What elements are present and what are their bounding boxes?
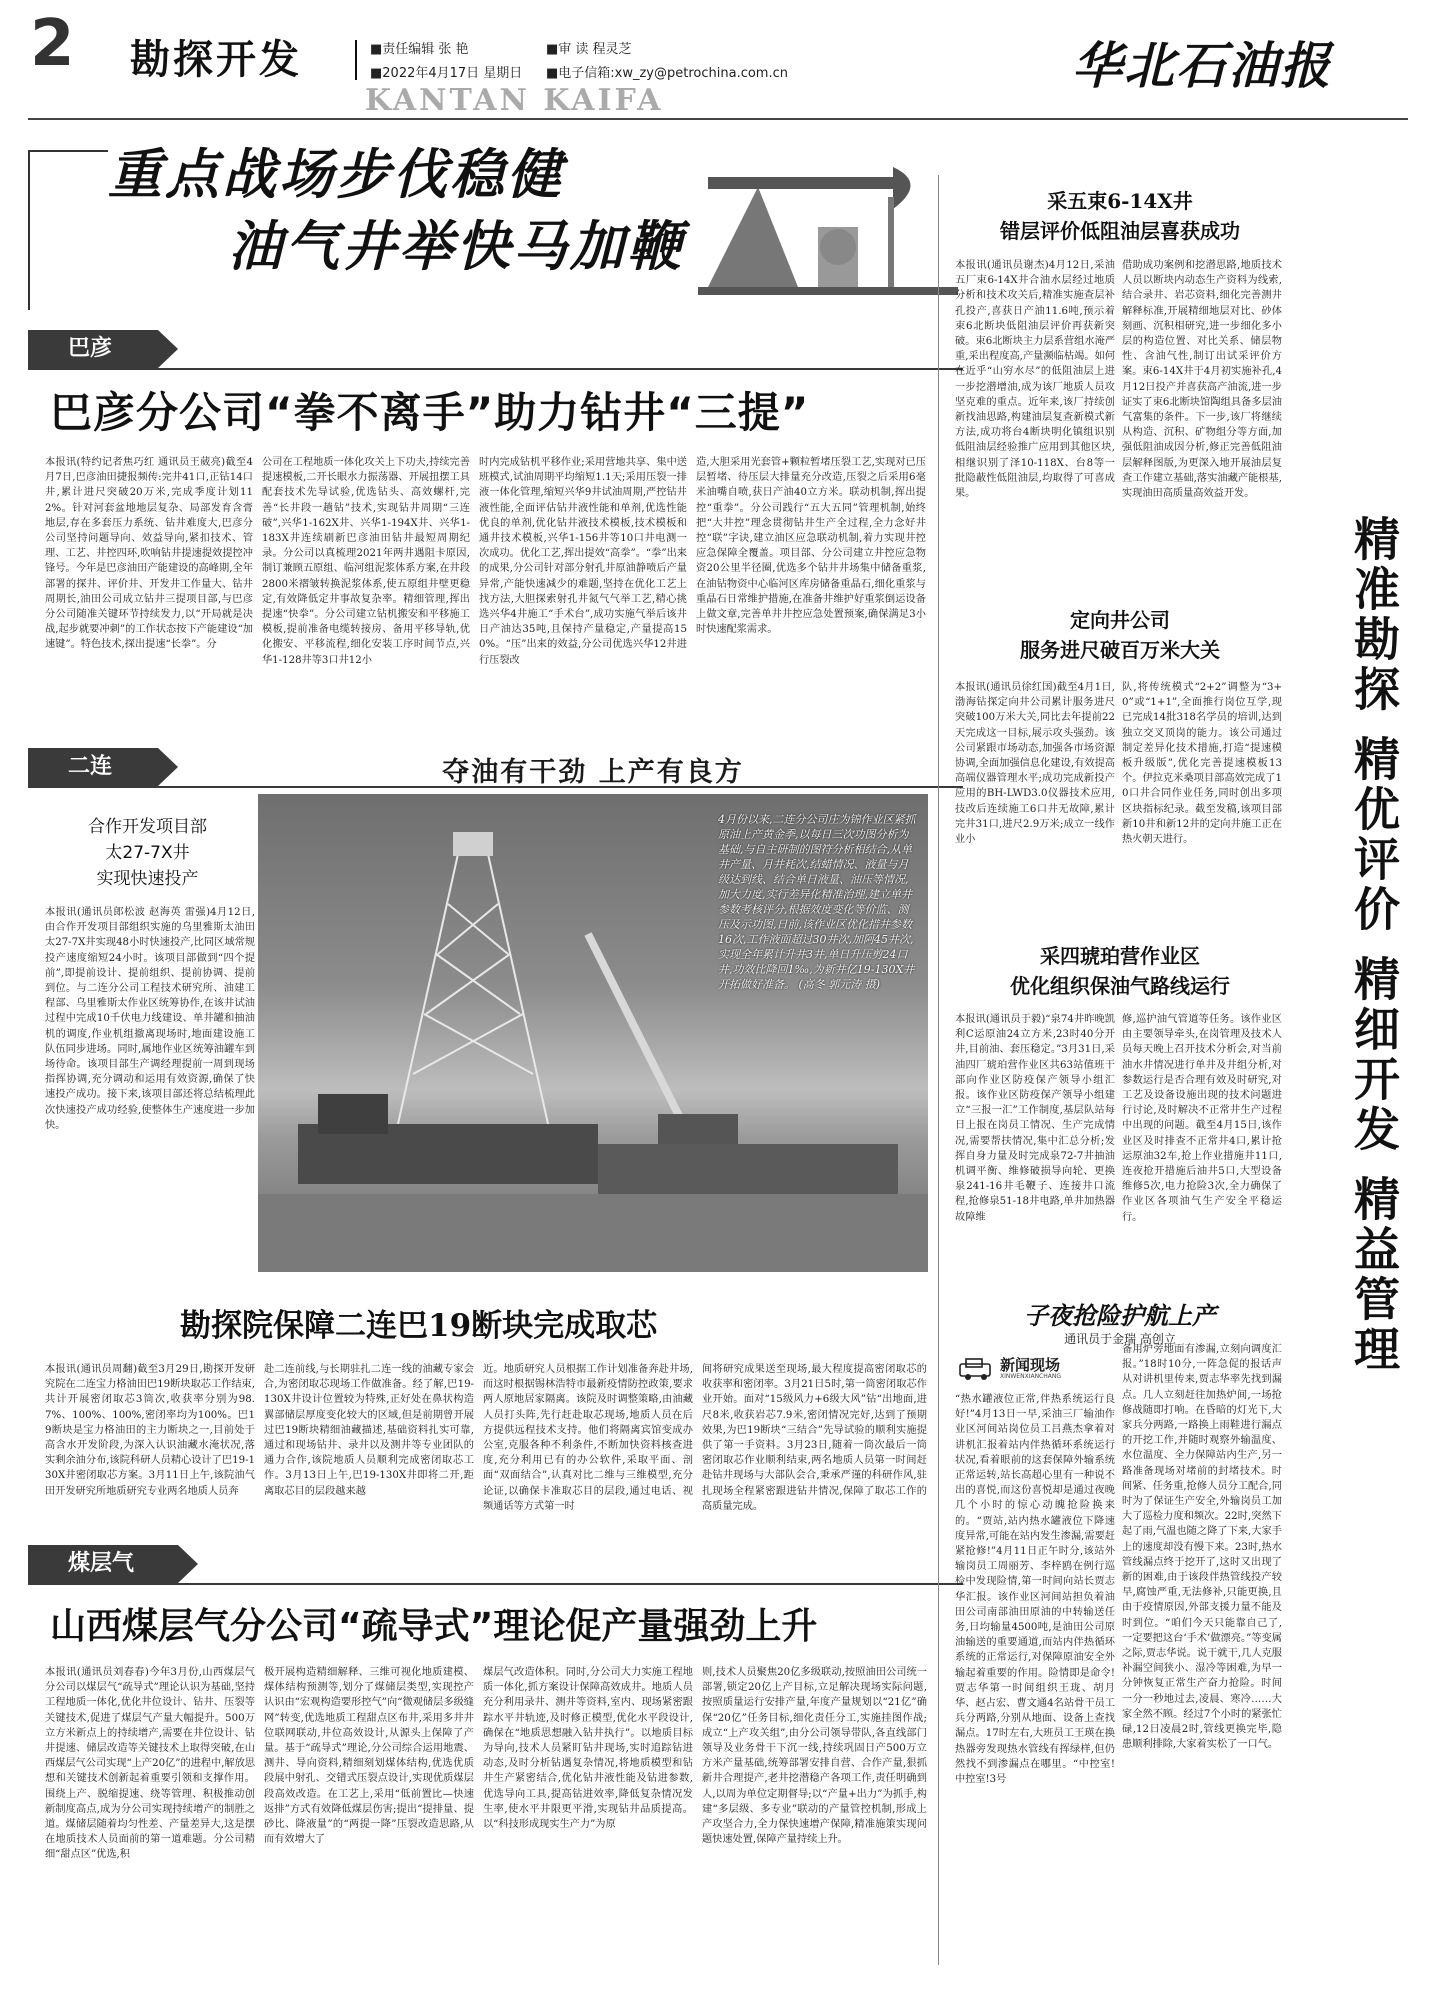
meicengqi-col-1: 本报讯(通讯员刘春春)今年3月份,山西煤层气分公司以煤层气“疏导式”理论认识为基础,坚持工程地质一体化,优化井位设计、钻井、压裂等关键技术,促进了煤层气产量大幅提升。500万立方米新点上的持续增产,需要在井位设计、钻井提速、储层改造等关键技术上取得突破,在山西煤层气公司实现“上产20亿”的进程中,解放思想和关键技术创新起着重要引领和支撑作用。围绕上产、脱缩提速、绕等管理、积极推动创新制度高点,成为分公司实现持续增产的制胜之道。煤储层随着均匀性差、产量差异大,这是摆在地质技术人员面前的第一道难题。分公司精细“甜点区”优选,积 <box>45 1667 255 1861</box>
dingxiangjing-col-2: 队,将传统模式“2+2”调整为“3+0”或“1+1”,全面推行岗位互学,现已完成14批318名学员的培训,达到独立交叉顶岗的能力。该公司通过制定差异化技术措施,打造“提速模板升级版”,优化完善提速模板13个。伊拉克米桑项目部高效完成了10口井合同作业任务,同时创出多项区块指标纪录。截至发稿,该项目部新10井和新12井的定向井施工正在热火朝天进行。 <box>1122 682 1282 846</box>
caiwu-col-1: 本报讯(通讯员谢杰)4月12日,采油五厂束6-14X井合油水层经过地质分析和技术攻关后,精准实施查层补孔投产,喜获日产油11.6吨,预示着束6北断块低阻油层评价再获新突破。束6北断块主力层系营组水淹严重,采出程度高,产量濒临枯竭。如何在近乎“山穷水尽”的低阻油层上进一步挖潜增油,成为该厂地质人员攻坚克难的重点。近年来,该厂持续创新找油思路,构建油层复查新模式新方法,成功将台4断块明化镇组识别低阻油层经验推广应用到其他区块,相继识别了泽10-118X、台8等一批隐蔽性低阻油层,均取得了可喜成果。 <box>955 260 1115 500</box>
banner-line <box>28 150 108 152</box>
news-tag-en: XINWENXIANCHANG <box>1000 1373 1061 1380</box>
ziye-byline: 通讯员于金瑞 高创立 <box>1064 1332 1176 1346</box>
news-tag <box>958 1352 1098 1386</box>
section-tab-line <box>28 368 963 370</box>
bayan-headline: 巴彦分公司“拳不离手”助力钻井“三提” <box>50 388 810 437</box>
masthead <box>0 0 1437 118</box>
photo-caption-text <box>718 812 918 992</box>
section-pinyin: KANTAN KAIFA <box>365 83 664 118</box>
section-title: 勘探开发 <box>130 37 302 83</box>
photo-image <box>258 794 928 1272</box>
ziye-col-1: “热水罐液位正常,伴热系统运行良好!”4月13日一早,采油三厂输油作业区河间站岗位员工吕燕杰拿着对讲机汇报着站内伴热循环系统运行状况,看着眼前的这套保障外输系统正常运转,站长高超心里有一种说不出的喜悦,而这份喜悦却是通过夜晚几个小时的惊心动魄抢险换来的。“贾站,站内热水罐液位下降速度异常,可能在站内发生渗漏,需要赶紧抢修!”4月11日正午时分,该站外输岗员工周丽芳、李梓鸥在例行巡检中发现险情,第一时间向站长贾志华汇报。该作业区河间站担负着油田公司南部油田原油的中转输送任务,日均输量4500吨,是油田公司原油输送的重要通道,而站内伴热循环系统的正常运行,对保障原油安全外输起着重要的作用。险情即是命令!贾志华第一时间组织王珑、胡月华、赵占宏、曹文通4名站骨干员工兵分两路,分别从地面、设备上查找漏点。17时左右,大班员工王瑛在换热器旁发现热水管线有挥绿样,但仍然找不到渗漏点在哪里。“中控室!中控室!3号 <box>955 1394 1115 1786</box>
ziye-headline: 子夜抢险护航上产 <box>1024 1301 1216 1330</box>
page-number: 2 <box>30 7 75 81</box>
meicengqi-headline: 山西煤层气分公司“疏导式”理论促产量强劲上升 <box>50 1606 818 1647</box>
bayan-col-1: 本报讯(特约记者焦巧红 通讯员王葳亮)截至4月7日,巴彦油田捷报频传:完井41口,正钻14口井,累计进尺突破20万米,完成季度计划112%。针对河套盆地地层复杂、局部发育含膏地层,存在多套压力系统、钻井难度大,巴彦分公司坚持问题导向、效益导向,紧扣技术、管理、工艺、井控四环,吹响钻井提速提效提控冲锋号。今年是巴彦油田产能建设的高峰期,全年部署的探井、评价井、开发井工作量大、钻井周期长,油田公司成立钻井三提项目部,与巴彦分公司随准关键环节持续发力,以“开局就是决战,起步就要冲刺”的工作状态按下产能建设“加速键”。特色技术,探出提速“长拳”。分 <box>45 457 253 651</box>
column-divider <box>938 175 939 1965</box>
pumpjack-illustration <box>688 137 968 302</box>
caiwu-col-2: 借助成功案例和挖潜思路,地质技术人员以断块内动态生产资料为线索,结合录井、岩芯资料,细化完善测井解释标准,开展精细地层对比、砂体刻画、沉积相研究,进一步细化多小层的构造位置、对比关系、储层物性、含油气性,制订出试采评价方案。束6-14X井于4月初实施补孔,4月12日投产并喜获高产油流,进一步证实了束6北断块馆陶组具备多层油气富集的条件。下一步,该厂将继续从构造、沉积、矿物组分等方面,加强低阻油成因分析,修正完善低阻油层解释图版,为更深入地开展油层复查工作建立基础,落实油藏产能根基,实现油田高质量高效益开发。 <box>1122 260 1282 500</box>
banner-bracket <box>28 150 30 310</box>
masthead-divider <box>355 40 357 80</box>
section-tab-line <box>28 1583 963 1585</box>
meicengqi-col-4: 则,技术人员聚焦20亿多级联动,按照油田公司统一部署,锁定20亿上产目标,立足解决现场实际问题,按照质量运行安排产量,年度产量规划以“21亿”确保“20亿”任务目标,细化责任分工,实施挂图作战;成立“上产攻关组”,由分公司领导带队,各直线部门领导及业务骨干下沉一线,持续巩固日产500万立方米产量基础,统筹部署安排自营、合作产量,狠抓新井合理提产,老井挖潜稳产各项工作,责任明确到人,以周为单位定期督导;以“产量+出力”为抓手,构建“多层级、多专业”联动的产量管控机制,形成上产攻坚合力,全力保快速增产保障,精准施策实现问题快速处置,保障产量持续上升。 <box>702 1667 927 1846</box>
ziye-col-2: 备用炉旁地面有渗漏,立刻向调度汇报。”18时10分,一阵急促的报话声从对讲机里传来,贾志华率先找到漏点。几人立刻赶往加热炉间,一场抢修战随即打响。在昏暗的灯光下,大家兵分两路,一路换上雨鞋进行漏点的开挖工作,并随时观察外输温度、水位温度、全力保障站内生产,另一路准备现场对堵前的封堵技术。时间紧、任务重,抢修人员分工配合,同时为了保证生产安全,外输岗员工加大了巡检力度和频次。22时,突然下起了雨,气温也随之降了下来,大家手上的速度却没有慢下来。23时,热水管线漏点终于挖开了,这时又出现了新的困难,由于该段伴热管线投产较早,腐蚀严重,无法修补,只能更换,且由于疫情原因,外部支援力量不能及时到位。“咱们今天只能靠自己了,一定要把这台‘手术’做漂亮。”等变属之际,贾志华说。说干就干,几人克服补漏空间狭小、湿冷等困难,为早一分钟恢复正常生产奋力抢险。时间一分一秒地过去,凌晨、寒冷……大家全然不顾。经过7个小时的紧张忙碌,12日凌晨2时,管线更换完毕,隐患顺利排除,大家着实松了一口气。 <box>1122 1344 1282 1751</box>
meicengqi-col-2: 极开展构造精细解释、三维可视化地质建模、煤体结构预测等,划分了煤储层类型,实现控产认识由“宏观构造要形控气”向“微观储层多级缝网”转变,优选地质工程甜点区布井,采用多井井位联网联动,井位高效设计,从源头上保障了产量。基于“疏导式”理论,分公司综合运用地震、测井、导向资料,精细刻划煤体结构,优选优质段展中射孔、交错式压裂点设计,实现优质煤层段高效改造。在工艺上,采用“低前置比—快速返排”方式有效降低煤层伤害;提出“提排量、提砂比、降液量”的“两提一降”压裂改造思路,从而有效增大了 <box>264 1667 474 1846</box>
kantanyuan-col-4: 间将研究成果送至现场,最大程度提高密闭取芯的收获率和密闭率。3月21日5时,第一筒密闭取芯作业开始。面对“15级风力+6级大风”钻“出地面,进尺8米,收获岩芯7.9米,密闭情况完好,达到了预期效果,为巴19断块“三结合”先导试验的顺利实施提供了第一手资料。3月23日,随着一筒次最后一筒密闭取芯作业顺利结束,两名地质人员第一时间赶赴钻井现场与大部队会合,秉承严谨的科研作风,驻扎现场全程紧密跟进钻井情况,保障了取芯工作的高质量完成。 <box>702 1364 927 1512</box>
issue-date: ■2022年4月17日 星期日 <box>370 66 523 81</box>
bayan-col-4: 造,大胆采用光套管+颗粒暂堵压裂工艺,实现对已压层暂堵、待压层大排量充分改造,压裂之后采用6毫米油嘴自喷,获日产油40立方米。联动机制,挥出提控“重拳”。分公司践行“五大五同”管理机制,始终把“大井控”理念贯彻钻井生产全过程,全力念好井控“联”字诀,建立油区应急联动机制,着力实现井控应急保障全覆盖。项目部、分公司建立井控应急物资20公里半径圈,优选多个钻井井场集中储备重浆,在油钻物资中心临河区库房储备重晶石,细化重浆与重晶石日常维护措施,在准备井维护好重浆倒运设备上做文章,完善单井井控应急处置预案,确保满足3小时快速配浆需求。 <box>696 457 926 636</box>
kantanyuan-headline: 勘探院保障二连巴19断块完成取芯 <box>180 1308 658 1344</box>
side-slogan: 精准勘探 精优评价 精细开发 精益管理 <box>1347 515 1401 1376</box>
meicengqi-col-3: 煤层气改造体积。同时,分公司大力实施工程地质一体化,抓方案设计保障高效成井。地质人员充分利用录井、测井等资料,室内、现场紧密跟踪水平井轨迹,及时修正模型,优化水平段设计,确保在“地质思想融入钻井执行”。以地质目标为导向,技术人员紧盯钻井现场,实时追踪钻进动态,及时分析钻遇复杂情况,将地质模型和钻井生产紧密结合,优化钻井液性能及钻进参数,优选导向工具,提高钻进效率,降低复杂情况发生率,使水平井限更平滑,实现钻井品质提高。以“科技形成现实生产力”为原 <box>483 1667 693 1831</box>
caisi-col-2: 修,巡护油气管道等任务。该作业区由主要领导牵头,在岗管理及技术人员每天晚上召开技术分析会,对当前油水井情况进行单井及井组分析,对参数运行是否合理有效及时研究,对工艺及设备设施出现的技术问题进行讨论,及时解决不正常井生产过程中出现的问题。截至4月15日,该作业区及时排查不正常井4口,累计抢运原油32车,抢上作业措施井11口,连夜抢开措施后油井5口,大型设备维修5次,电力抢险3次,全力确保了作业区各项油气生产安全平稳运行。 <box>1122 1014 1282 1223</box>
erlian-left-headline-2: 太27-7X井 <box>105 843 190 863</box>
kantanyuan-col-1: 本报讯(通讯员周翻)截至3月29日,勘探开发研究院在二连宝力格油田巴19断块取芯工作结束,共计开展密闭取芯3筒次,收获率分别为98.7%、100%、100%,密闭率均为100%。巴19断块是宝力格油田的主力断块之一,目前处于高含水开发阶段,为深入认识油藏水淹状况,落实剩余油分布,该院科研人员精心设计了巴19-130X井密闭取芯方案。3月11日上午,该院油气田开发研究所地质研究专业两名地质人员奔 <box>45 1364 255 1497</box>
reviewer-credit: ■审 读 程灵芝 <box>546 42 632 57</box>
caiwu-headline-2: 错层评价低阻油层喜获成功 <box>1000 219 1240 243</box>
bayan-col-3: 时内完成钻机平移作业;采用营地共享、集中送班模式,试油周期平均缩短1.1天;采用压裂一排液一体化管理,缩短兴华9井试油周期,严控钻井液性能,全面评估钻井液性能和单剂,优选性能优良的单剂,优化钻井液技术模板,技术模板和通井技术模板,兴华1-156井等10口井电测一次成功。优化工艺,挥出提效“高拳”。“拳”出来的成果,分公司针对部分射孔井原油静喷后产量异常,产能快速减少的难题,坚持在优化工艺上找方法,大胆探索射孔井氮气气举工艺,精心挑选兴华4井施工“手术台”,成功实施气举后该井日产油达35吨,且保持产量稳定,产量提高150%。“压”出来的效益,分公司优选兴华12井进行压裂改 <box>479 457 687 666</box>
bayan-col-2: 公司在工程地质一体化攻关上下功夫,持续完善提速模板,二开长眼水力振荡器、开展扭摆工具配套技术先导试验,优选钻头、高效螺杆,完善“长井段一趟钻”技术,实现钻井周期“三连破”,兴华1-162X井、兴华1-194X井、兴华1-183X井连续刷新巴彦油田钻井最短周期纪录。分公司以真梳理2021年两井遇阻卡原因,制订兼顾五原组、临河组泥浆体系方案,在井段2800米褶皱转换泥浆体系,使五原组井壁更稳定,有效降低定井事故复杂率。精细管理,挥出提速“快拳”。分公司建立钻机搬安和平移施工模板,提前准备电缆转接房、备用平移导轨,优化搬安、平移流程,细化安装工序时间节点,兴华1-128井等3口井12小 <box>262 457 470 666</box>
dingxiangjing-headline-1: 定向井公司 <box>1070 608 1170 632</box>
editor-credit: ■责任编辑 张 艳 <box>370 42 469 57</box>
erlian-left-headline-1: 合作开发项目部 <box>88 817 207 837</box>
dingxiangjing-headline-2: 服务进尺破百万米大关 <box>1020 638 1220 662</box>
caisi-headline-2: 优化组织保油气路线运行 <box>1010 974 1230 998</box>
caiwu-headline-1: 采五束6-14X井 <box>1047 189 1193 213</box>
caisi-headline-1: 采四琥珀营作业区 <box>1040 944 1200 968</box>
newspaper-logo: 华北石油报 <box>1072 36 1332 95</box>
news-tag-label: 新闻现场 <box>1000 1356 1061 1374</box>
dingxiangjing-col-1: 本报讯(通讯员徐红国)截至4月1日,渤海钻探定向井公司累计服务进尺突破100万米大关,同比去年提前22天完成这一目标,展示攻头强劲。该公司紧跟市场动态,加强各市场资源协调,全面加强信息化建设,有效提高高端仪器管理水平;成功完成新投产应用的BH-LWD3.0仪器技术应用,技改后连续施工6口井无故障,累计完井31口,进尺2.9万米;成立一线作业小 <box>955 682 1115 846</box>
section-tab-meicengqi: 煤层气 <box>28 1545 178 1583</box>
photo-block <box>258 750 928 1272</box>
car-icon <box>958 1356 996 1382</box>
banner-line-1: 重点战场步伐稳健 <box>108 143 564 206</box>
masthead-rule <box>28 118 1408 120</box>
kantanyuan-col-2: 赴二连前线,与长期驻扎二连一线的油藏专家会合,为密闭取芯现场工作做准备。经了解,巴19-130X井设计位置较为特殊,正好处在鼻状构造翼部储层厚度变化较大的区域,但是前期曾开展过巴19断块精细油藏描述,基础资料扎实可靠,通过和现场钻井、录井以及测井等专业团队的通力合作,该院地质人员顺利完成密闭取芯工作。3月13日上午,巴19-130X井即将二开,距离取芯目的层段越来越 <box>264 1364 474 1497</box>
kantanyuan-col-3: 近。地质研究人员根据工作计划准备奔赴井场,而这时根据锡林浩特市最新疫情防控政策,要求两人原地居家隔离。该院及时调整策略,由油藏人员打头阵,先行赶赴取芯现场,地质人员在后方提供远程技术支持。他们将隔离宾馆变成办公室,克服各种不利条件,不断加快资料核查进度,充分利用已有的办公软件,采取平面、剖面“双面结合”,认真对比二维与三维模型,充分论证,以确保卡准取芯目的层段,通过电话、视频通话等方式第一时 <box>483 1364 693 1512</box>
photo-credit: (高冬 郭元涛 摄) <box>798 978 881 991</box>
banner <box>28 132 963 307</box>
section-tab-bayan: 巴彦 <box>28 330 158 368</box>
banner-line-2: 油气井举快马加鞭 <box>228 215 684 278</box>
section-tab-erlian: 二连 <box>28 748 158 786</box>
erlian-left-body: 本报讯(通讯员郎松波 赵海英 雷强)4月12日,由合作开发项目部组织实施的乌里雅斯太油田太27-7X井实现48小时快速投产,比同区域常规投产速度缩短24小时。该项目部做到“四个提前”,即提前设计、提前组织、提前协调、提前到位。与二连分公司工程技术研究所、油建工程部、乌里雅斯太作业区统筹协作,在该井试油过程中完成10千伏电力线建设、单井罐和抽油机的调度,作业机组撤离现场时,地面建设施工队伍同步进场。同时,属地作业区统筹油罐车到场待命。该项目部生产调经理提前一周到现场指挥协调,充分调动和运用有效资源,确保了快速投产成功。接下来,该项目部还将总结梳理此次快速投产成功经验,使整体生产速度进一步加快。 <box>45 907 255 1131</box>
editor-email: ■电子信箱:xw_zy@petrochina.com.cn <box>546 66 788 81</box>
caisi-col-1: 本报讯(通讯员于毅)“泉74井昨晚凯利C运原油24立方米,23时40分开井,目前油、套压稳定。”3月31日,采油四厂琥珀营作业区共63站值班干部向作业区防疫保产领导小组汇报。该作业区防疫保产领导小组建立“三报一汇”工作制度,基层队站每日上报在岗员工情况、生产完成情况,需要帮扶情况,集中汇总分析;发挥自身力量及时完成泉72-7井抽油机调平衡、维修破损导向轮、更换泉241-16井毛鞭子、连接井口流程,抢修泉51-18井电路,单井加热器故障维 <box>955 1014 1115 1223</box>
photo-caption-body: 4月份以来,二连分公司庄为锦作业区紧抓原油上产黄金季,以每日三次功图分析为基础,与自主研制的图符分析相结合,从单井产量、月井耗次,结蜡情况、液量与月级达到线、结合单日液量、油压等情况,加大力度,实行差异化精准治理,建立单井参数考核评分,根据效度变化等价监、测压及示功图,日前,该作业区优化措井参数16次,工作液面超过30井次,加阿45井次,实现全年累计升井3井,单日升压剪24口井,功效比降回1‰,为新井亿19-130X井开拓做好准备。 <box>718 813 916 991</box>
erlian-left-headline-3: 实现快速投产 <box>96 869 199 889</box>
photo-caption-title: 夺油有干劲 上产有良方 <box>442 757 744 788</box>
